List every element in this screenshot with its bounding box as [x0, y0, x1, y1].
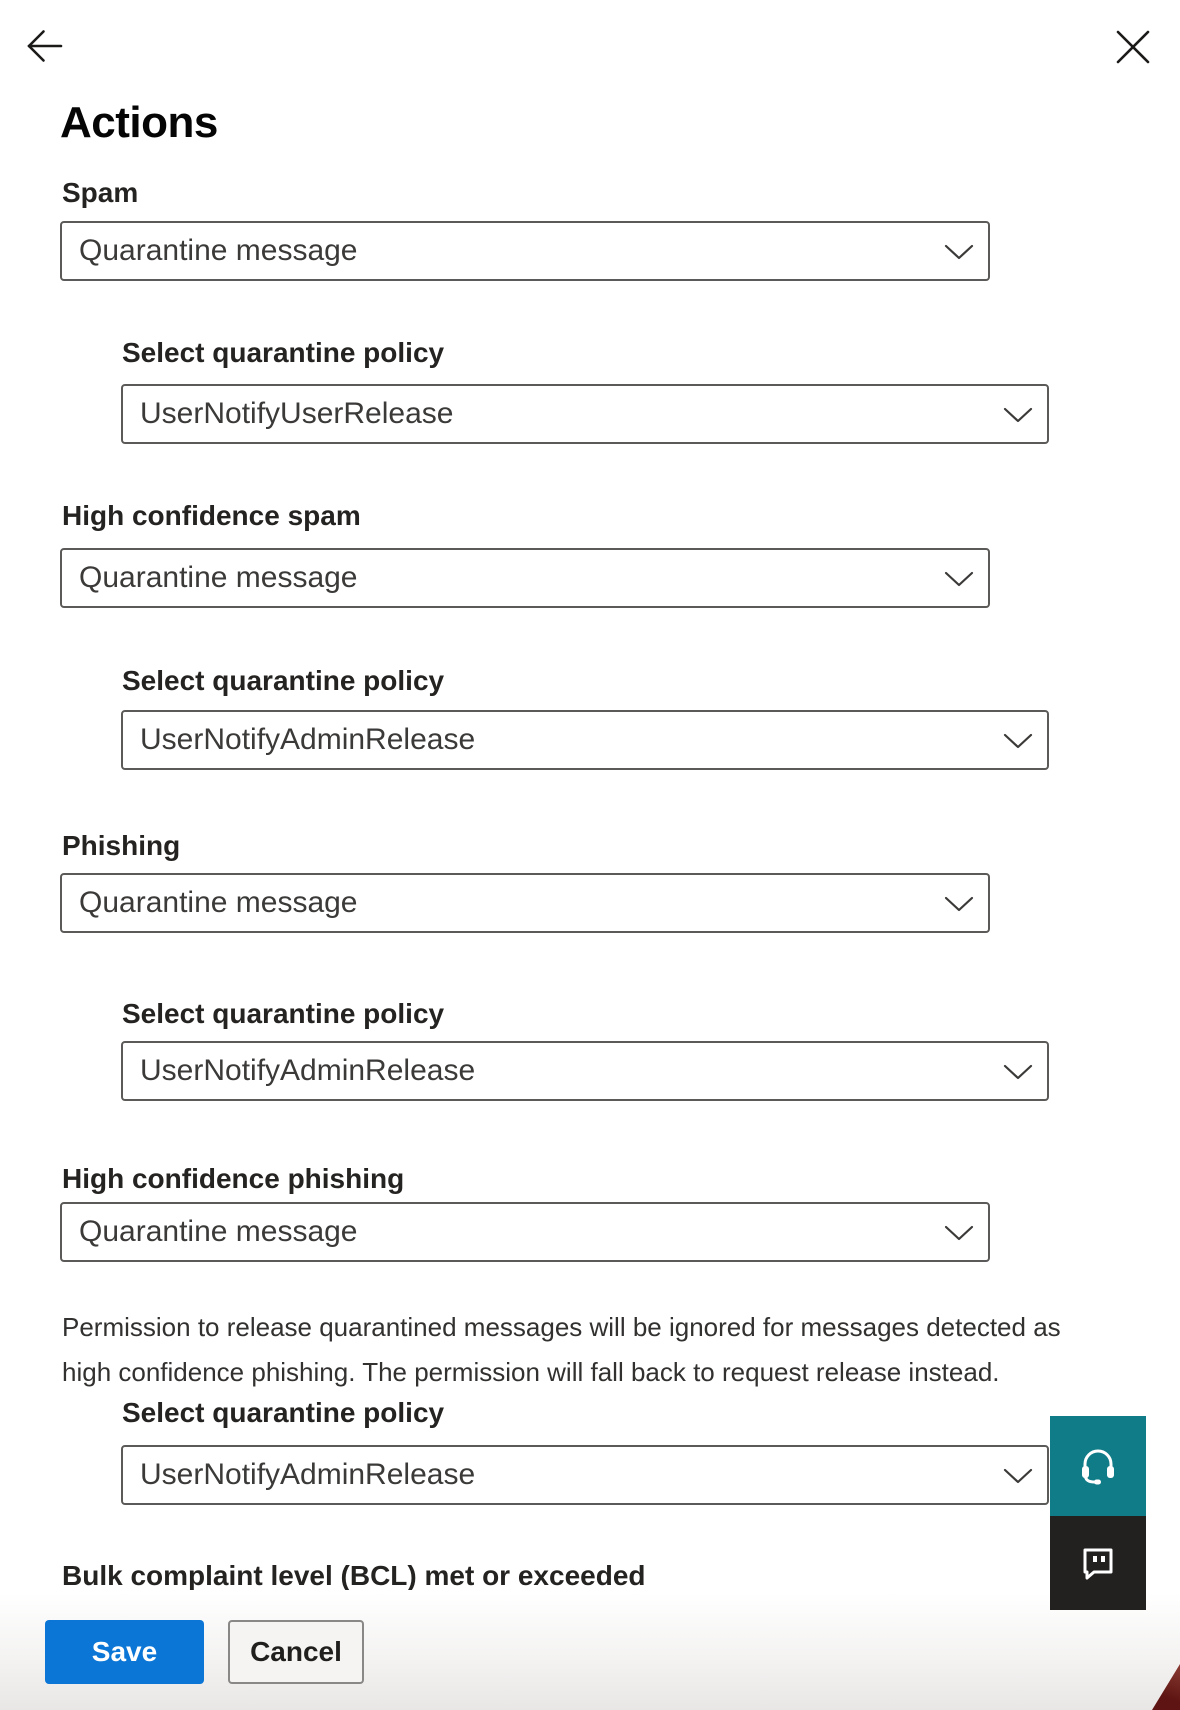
spam-quarantine-policy-label: Select quarantine policy [122, 337, 445, 368]
spam-action-select[interactable] [60, 221, 990, 281]
chevron-down-icon [1003, 407, 1033, 424]
chevron-down-icon [944, 571, 974, 588]
hcp-quarantine-policy-label: Select quarantine policy [122, 1397, 445, 1428]
select-value: UserNotifyAdminRelease [140, 1458, 476, 1491]
select-value: UserNotifyAdminRelease [140, 1054, 476, 1087]
chevron-down-icon [944, 1225, 974, 1242]
save-button[interactable]: Save [45, 1620, 204, 1684]
chat-icon [1075, 1540, 1121, 1586]
hcs-quarantine-policy-select[interactable] [121, 710, 1049, 770]
bulk-complaint-heading [62, 1557, 646, 1590]
note-line: Permission to release quarantined messages will be ignored for messages detected as [62, 1312, 1061, 1342]
chevron-down-icon [1003, 733, 1033, 750]
phishing-quarantine-policy-label: Select quarantine policy [122, 998, 445, 1029]
back-arrow-icon [22, 24, 66, 68]
hcp-permission-note [62, 1305, 1061, 1395]
select-value: Quarantine message [79, 886, 358, 919]
page-title: Actions [60, 98, 218, 147]
high-confidence-phishing-label: High confidence phishing [62, 1163, 405, 1194]
high-confidence-phishing-action-select[interactable] [60, 1202, 990, 1262]
select-value: UserNotifyAdminRelease [140, 723, 476, 756]
close-icon [1114, 28, 1152, 66]
select-value: Quarantine message [79, 234, 358, 267]
select-value: Quarantine message [79, 561, 358, 594]
back-button[interactable] [22, 24, 66, 68]
high-confidence-spam-action-select[interactable] [60, 548, 990, 608]
chevron-down-icon [944, 244, 974, 261]
chevron-down-icon [1003, 1064, 1033, 1081]
close-button[interactable] [1114, 28, 1152, 66]
note-line: high confidence phishing. The permission will fall back to request release instead. [62, 1357, 1000, 1387]
hcp-quarantine-policy-select[interactable] [121, 1445, 1049, 1505]
chevron-down-icon [1003, 1468, 1033, 1485]
high-confidence-spam-label: High confidence spam [62, 500, 361, 531]
spam-label: Spam [62, 177, 139, 208]
select-value: Quarantine message [79, 1215, 358, 1248]
headset-icon [1074, 1442, 1122, 1490]
select-value: UserNotifyUserRelease [140, 397, 454, 430]
chevron-down-icon [944, 896, 974, 913]
phishing-action-select[interactable] [60, 873, 990, 933]
help-button[interactable] [1050, 1416, 1146, 1516]
feedback-button[interactable] [1050, 1516, 1146, 1610]
spam-quarantine-policy-select[interactable] [121, 384, 1049, 444]
bulk-complaint-heading-text: Bulk complaint level (BCL) met or exceeded [62, 1560, 646, 1590]
hcs-quarantine-policy-label: Select quarantine policy [122, 665, 445, 696]
phishing-label: Phishing [62, 830, 181, 861]
cancel-button[interactable]: Cancel [228, 1620, 364, 1684]
phishing-quarantine-policy-select[interactable] [121, 1041, 1049, 1101]
